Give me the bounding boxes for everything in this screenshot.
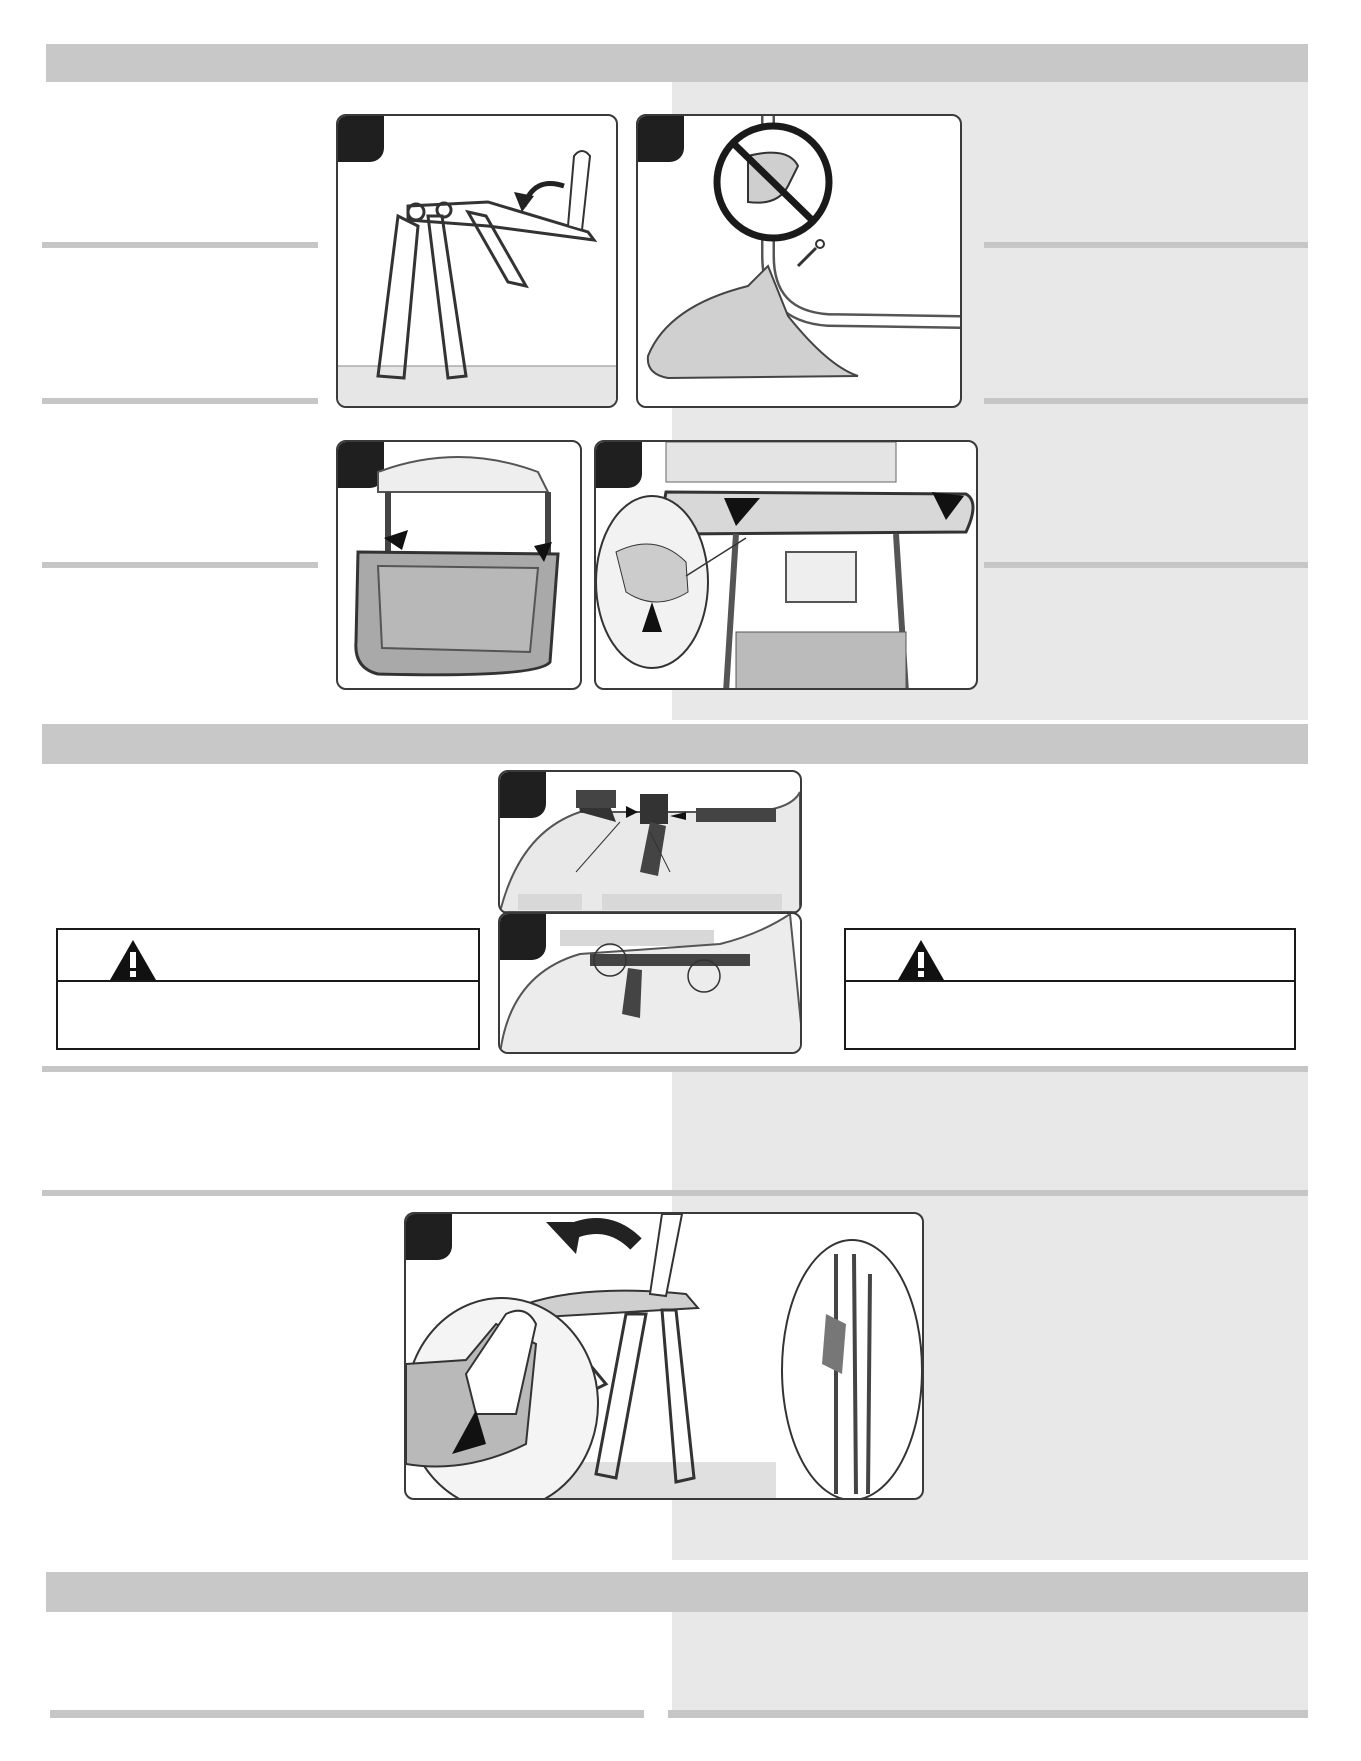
illustration-footrest — [338, 442, 582, 690]
illustration-belt-buckle — [500, 772, 802, 914]
warning-box-left — [56, 928, 480, 1050]
figure-belt-adjust — [498, 912, 802, 1054]
figure-belt-buckle — [498, 770, 802, 914]
divider-rule — [984, 242, 1308, 248]
figure-fold-back — [336, 114, 618, 408]
figure-footrest — [336, 440, 582, 690]
divider-rule — [50, 1710, 644, 1718]
warning-box-right — [844, 928, 1296, 1050]
callout-label — [602, 894, 782, 910]
right-column-background — [672, 1610, 1308, 1710]
figure-no-seat-pad — [636, 114, 962, 408]
warning-triangle-icon — [896, 938, 946, 982]
callout-label — [518, 894, 582, 910]
figure-tray-remove — [594, 440, 978, 690]
illustration-seat-pad — [638, 116, 962, 408]
figure-fold-chair — [404, 1212, 924, 1500]
section-header-bar — [46, 1572, 1308, 1612]
arrow-icon — [524, 184, 564, 207]
illustration-fold-chair — [406, 1214, 924, 1500]
divider-rule — [42, 562, 318, 568]
prohibited-icon — [717, 126, 829, 238]
illustration-belt-adjust — [500, 914, 802, 1054]
divider-rule — [42, 398, 318, 404]
divider-rule — [42, 1066, 1308, 1072]
divider-rule — [42, 1190, 1308, 1196]
divider-rule — [984, 398, 1308, 404]
warning-triangle-icon — [108, 938, 158, 982]
illustration-fold-back — [338, 116, 618, 408]
divider-rule — [984, 562, 1308, 568]
illustration-tray — [596, 442, 978, 690]
divider-rule — [42, 242, 318, 248]
section-header-bar — [42, 724, 1308, 764]
arrow-icon — [546, 1222, 582, 1254]
section-header-bar — [46, 44, 1308, 82]
divider-rule — [668, 1710, 1308, 1718]
